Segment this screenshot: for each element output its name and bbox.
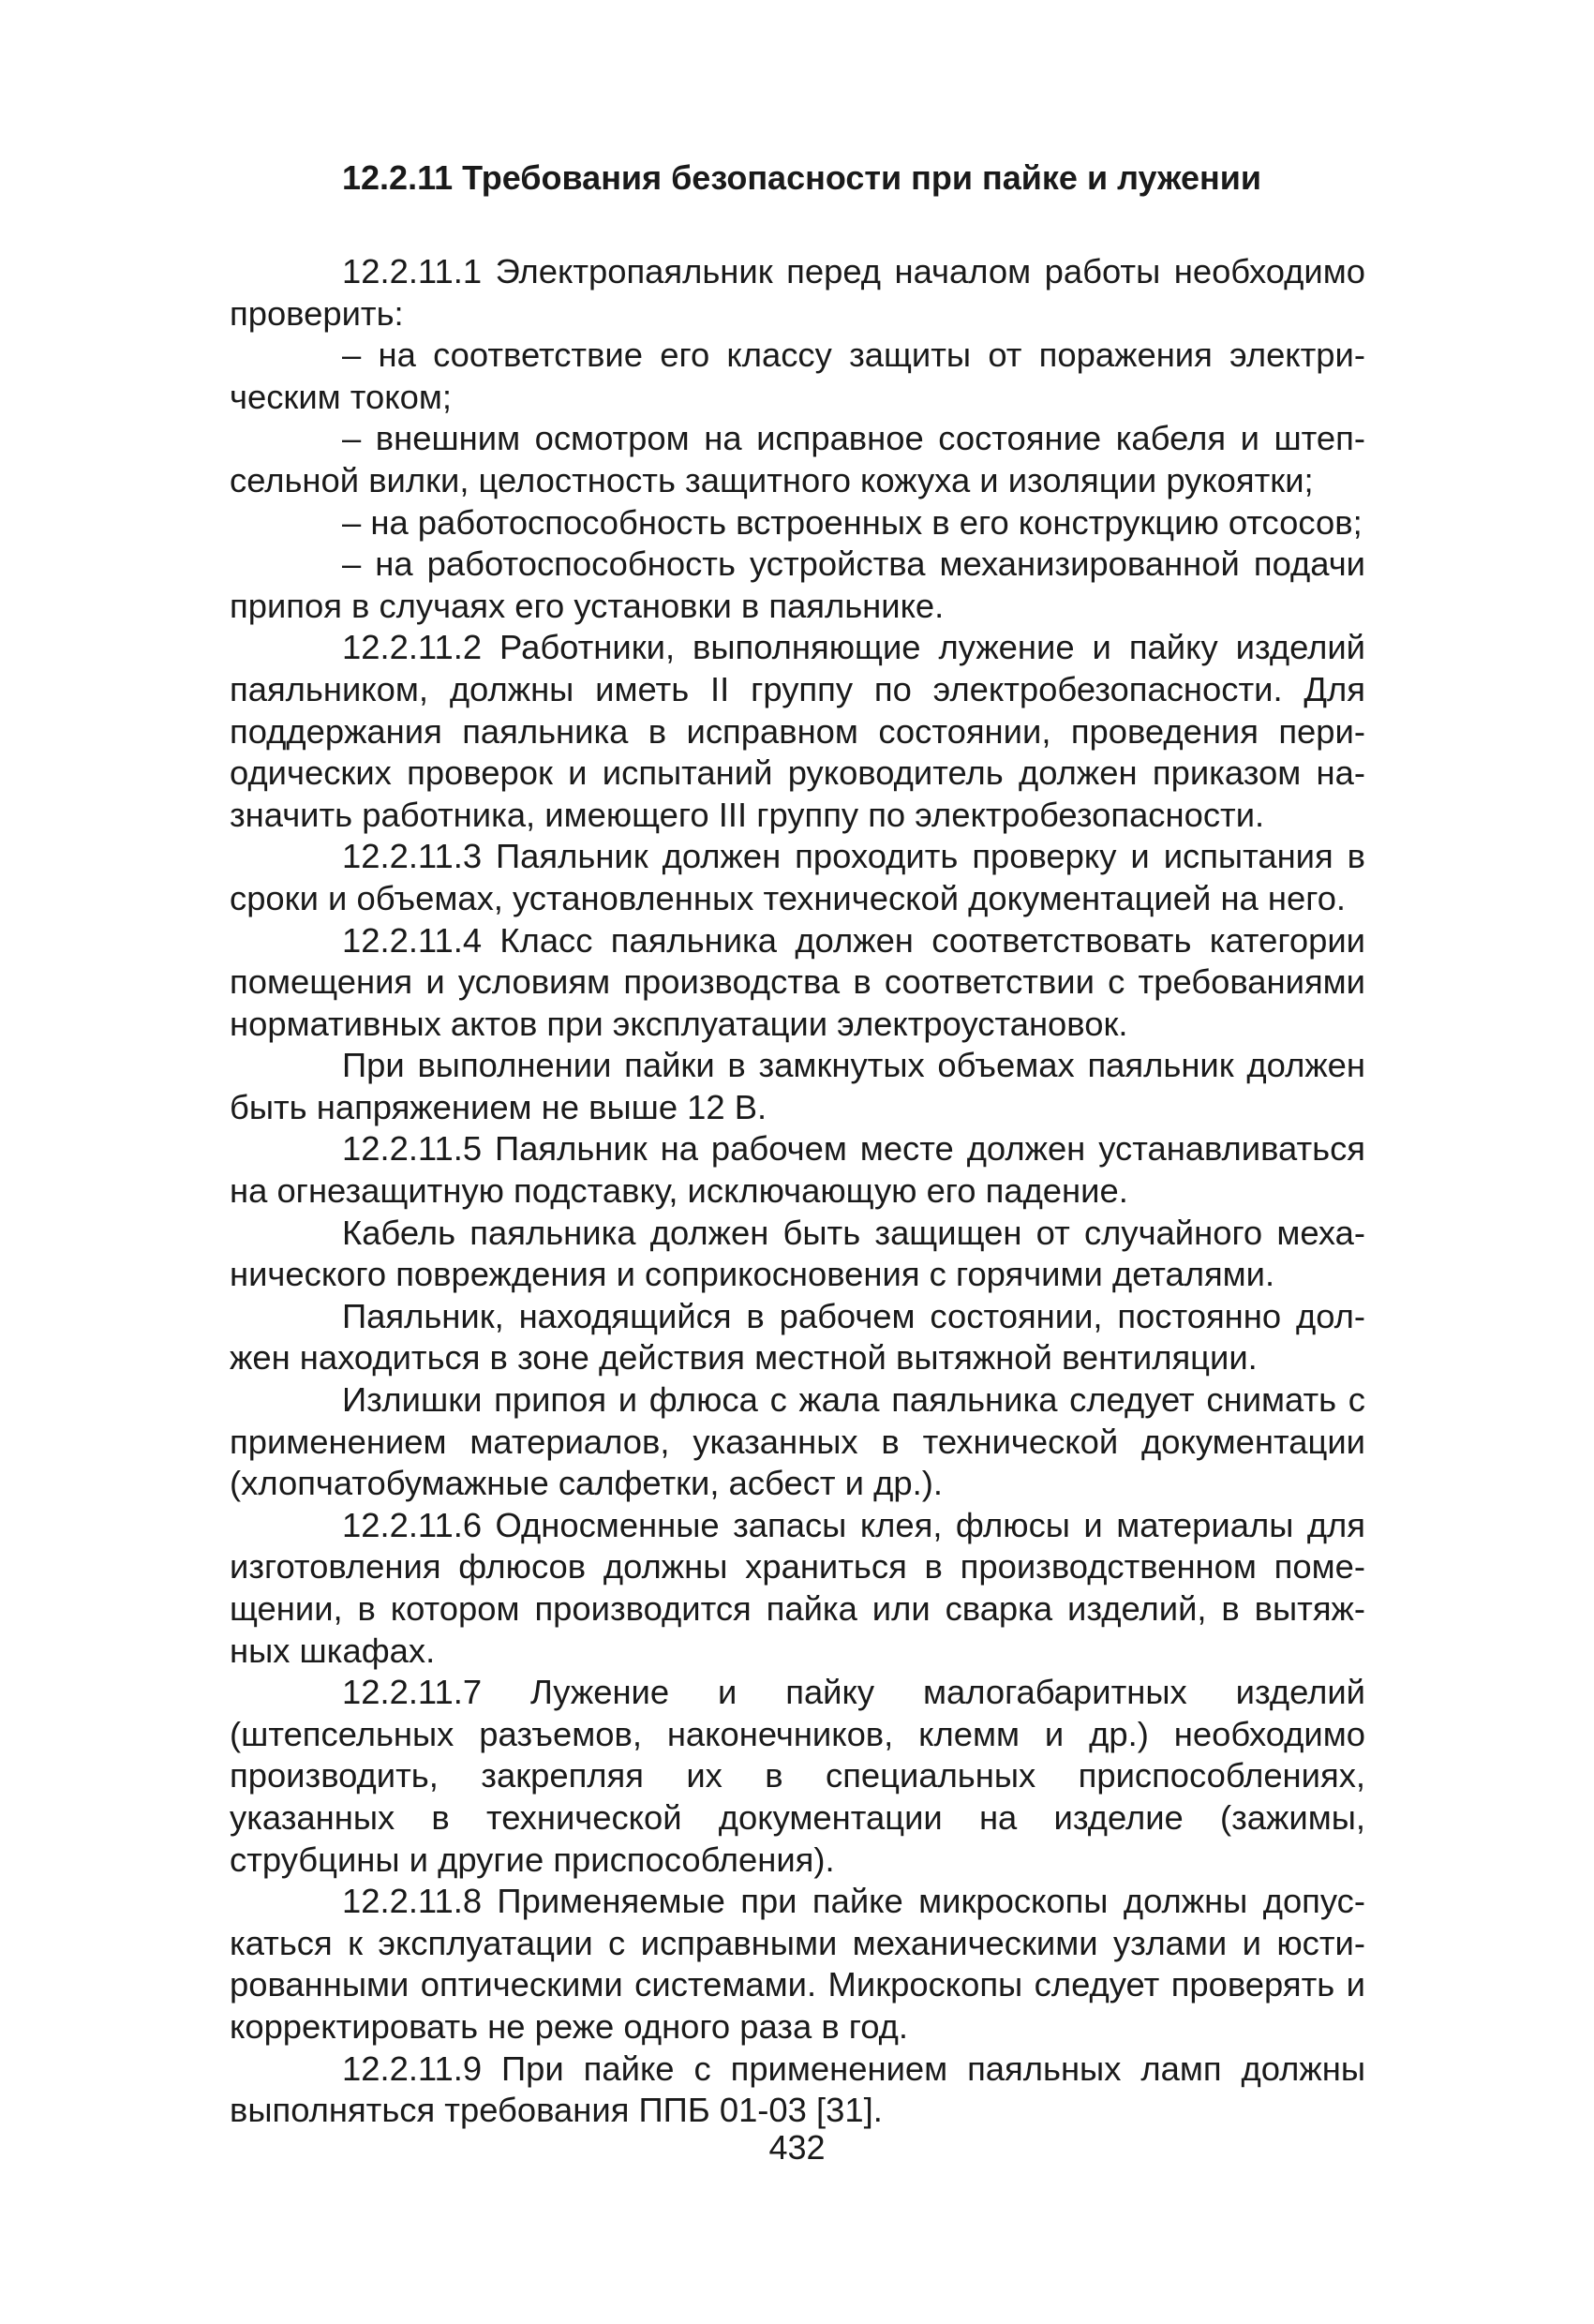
paragraph-ventilation: Паяльник, находящийся в рабочем состоянии, постоянно должен находиться в зоне действия местной вытяжной вентиляции. — [230, 1296, 1365, 1378]
paragraph-12-2-11-1: 12.2.11.1 Электропаяльник перед началом работы необходимо проверить: — [230, 252, 1365, 333]
list-item-protection-class: – на соответствие его классу защиты от поражения электрическим током; — [230, 335, 1365, 416]
list-item-visual-inspection: – внешним осмотром на исправное состояние кабеля и штепсельной вилки, целостность защитного кожуха и изоляции рукоятки; — [230, 419, 1365, 499]
paragraph-12-2-11-7: 12.2.11.7 Лужение и пайку малогабаритных изделий (штепсельных разъемов, наконечников, клемм и др.) необходимо производить, закрепляя их в специальных приспособлениях, указанных в технической документации на изделие (зажимы, струбцины и другие приспособления). — [230, 1673, 1365, 1879]
paragraph-cable-protection: Кабель паяльника должен быть защищен от случайного механического повреждения и соприкосновения с горячими деталями. — [230, 1213, 1365, 1294]
page-number: 432 — [768, 2128, 826, 2167]
paragraph-closed-volumes: При выполнении пайки в замкнутых объемах паяльник должен быть напряжением не выше 12 В. — [230, 1046, 1365, 1126]
paragraph-12-2-11-2: 12.2.11.2 Работники, выполняющие лужение и пайку изделий паяльником, должны иметь II группу по электробезопасности. Для поддержания паяльника в исправном состоянии, проведения периодических проверок и испытаний руководитель должен приказом назначить работника, имеющего III группу по электробезопасности. — [230, 628, 1365, 834]
paragraph-excess-solder: Излишки припоя и флюса с жала паяльника следует снимать с применением материалов, указанных в технической документации (хлопчатобумажные салфетки, асбест и др.). — [230, 1380, 1365, 1503]
list-item-suction-devices: – на работоспособность встроенных в его конструкцию отсосов; — [342, 502, 1363, 542]
section-heading: 12.2.11 Требования безопасности при пайке и лужении — [342, 158, 1262, 197]
paragraph-12-2-11-6: 12.2.11.6 Односменные запасы клея, флюсы и материалы для изготовления флюсов должны храниться в производственном помещении, в котором производится пайка или сварка изделий, в вытяжных шкафах. — [230, 1505, 1365, 1670]
paragraph-12-2-11-9: 12.2.11.9 При пайке с применением паяльных ламп должны выполняться требования ППБ 01-03 [31]. — [230, 2048, 1365, 2130]
list-item-solder-feed: – на работоспособность устройства механизированной подачи припоя в случаях его установки в паяльнике. — [230, 544, 1365, 625]
document-page — [230, 157, 1365, 2132]
paragraph-12-2-11-5: 12.2.11.5 Паяльник на рабочем месте должен устанавливаться на огнезащитную подставку, исключающую его падение. — [230, 1129, 1365, 1211]
paragraph-12-2-11-4: 12.2.11.4 Класс паяльника должен соответствовать категории помещения и условиям производства в соответствии с требованиями нормативных актов при эксплуатации электроустановок. — [230, 920, 1365, 1043]
paragraph-12-2-11-8: 12.2.11.8 Применяемые при пайке микроскопы должны допускаться к эксплуатации с исправными механическими узлами и юстированными оптическими системами. Микроскопы следует проверять и корректировать не реже одного раза в год. — [230, 1882, 1365, 2046]
paragraph-12-2-11-3: 12.2.11.3 Паяльник должен проходить проверку и испытания в сроки и объемах, установленных технической документацией на него. — [230, 837, 1365, 917]
